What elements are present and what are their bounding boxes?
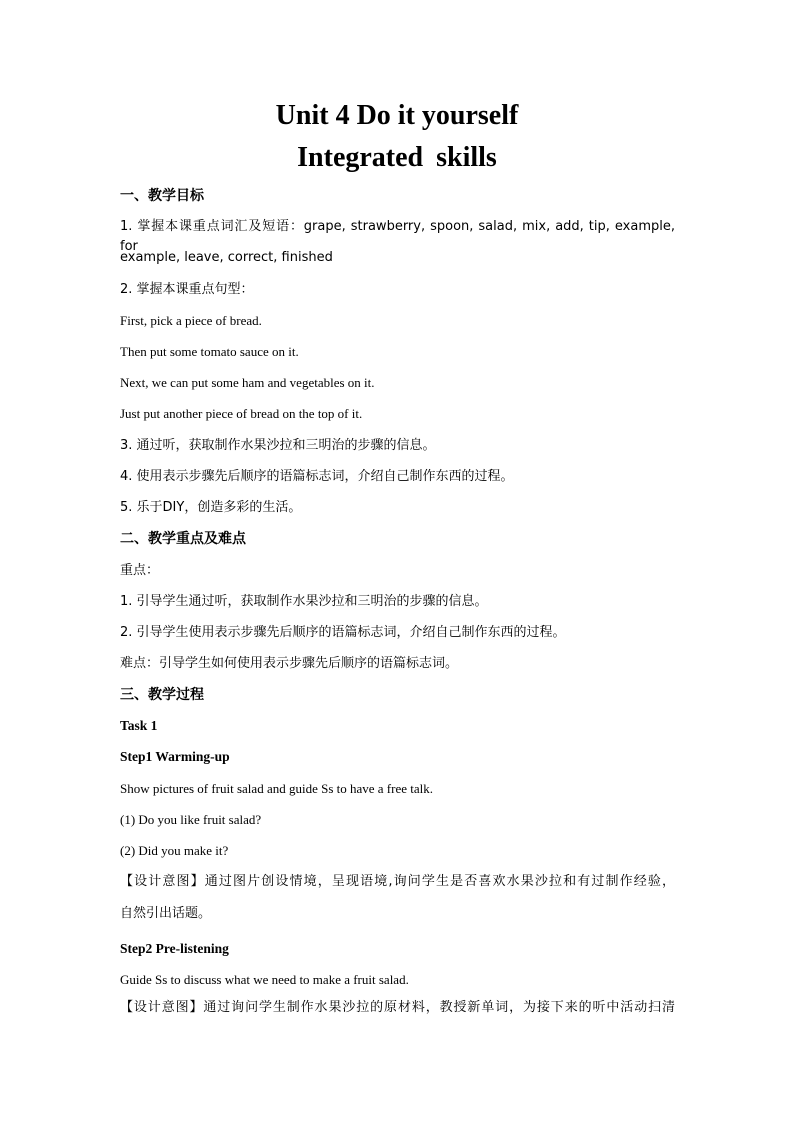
section-heading-process: 三、教学过程 [120, 687, 204, 703]
sentence-pattern-1: First, pick a piece of bread. [120, 313, 262, 328]
difficulty-point: 难点：引导学生如何使用表示步骤先后顺序的语篇标志词。 [120, 656, 459, 671]
key-point-1: 1. 引导学生通过听，获取制作水果沙拉和三明治的步骤的信息。 [120, 594, 488, 609]
design-intent-2-line-1: 【设计意图】通过询问学生制作水果沙拉的原材料，教授新单词，为接下来的听中活动扫清 [120, 1000, 675, 1015]
question-1: (1) Do you like fruit salad? [120, 812, 262, 827]
objective-3: 3. 通过听，获取制作水果沙拉和三明治的步骤的信息。 [120, 438, 436, 453]
step-1-heading: Step1 Warming-up [120, 749, 230, 764]
design-intent-1-line-1: 【设计意图】通过图片创设情境，呈现语境,询问学生是否喜欢水果沙拉和有过制作经验， [120, 874, 675, 889]
question-2: (2) Did you make it? [120, 843, 229, 858]
objective-1-line-1: 1. 掌握本课重点词汇及短语：grape, strawberry, spoon, salad, mix, add, tip, example, for [120, 219, 675, 254]
step-2-text: Guide Ss to discuss what we need to make a fruit salad. [120, 972, 409, 987]
design-intent-1-line-2: 自然引出话题。 [120, 906, 212, 921]
objective-4: 4. 使用表示步骤先后顺序的语篇标志词，介绍自己制作东西的过程。 [120, 469, 514, 484]
objective-5: 5. 乐于DIY，创造多彩的生活。 [120, 500, 302, 515]
step-1-text: Show pictures of fruit salad and guide Ss to have a free talk. [120, 781, 433, 796]
document-subtitle: Integrated skills [297, 142, 497, 173]
section-heading-key-points: 二、教学重点及难点 [120, 531, 246, 547]
key-points-label: 重点： [120, 563, 160, 578]
sentence-pattern-4: Just put another piece of bread on the top of it. [120, 406, 363, 421]
objective-1-line-2: example, leave, correct, finished [120, 250, 333, 265]
sentence-pattern-3: Next, we can put some ham and vegetables on it. [120, 375, 375, 390]
sentence-pattern-2: Then put some tomato sauce on it. [120, 344, 299, 359]
key-point-2: 2. 引导学生使用表示步骤先后顺序的语篇标志词，介绍自己制作东西的过程。 [120, 625, 566, 640]
task-1-heading: Task 1 [120, 718, 158, 733]
step-2-heading: Step2 Pre-listening [120, 941, 229, 956]
objective-2: 2. 掌握本课重点句型： [120, 282, 254, 297]
document-title: Unit 4 Do it yourself [275, 100, 519, 131]
section-heading-objectives: 一、教学目标 [120, 188, 204, 204]
